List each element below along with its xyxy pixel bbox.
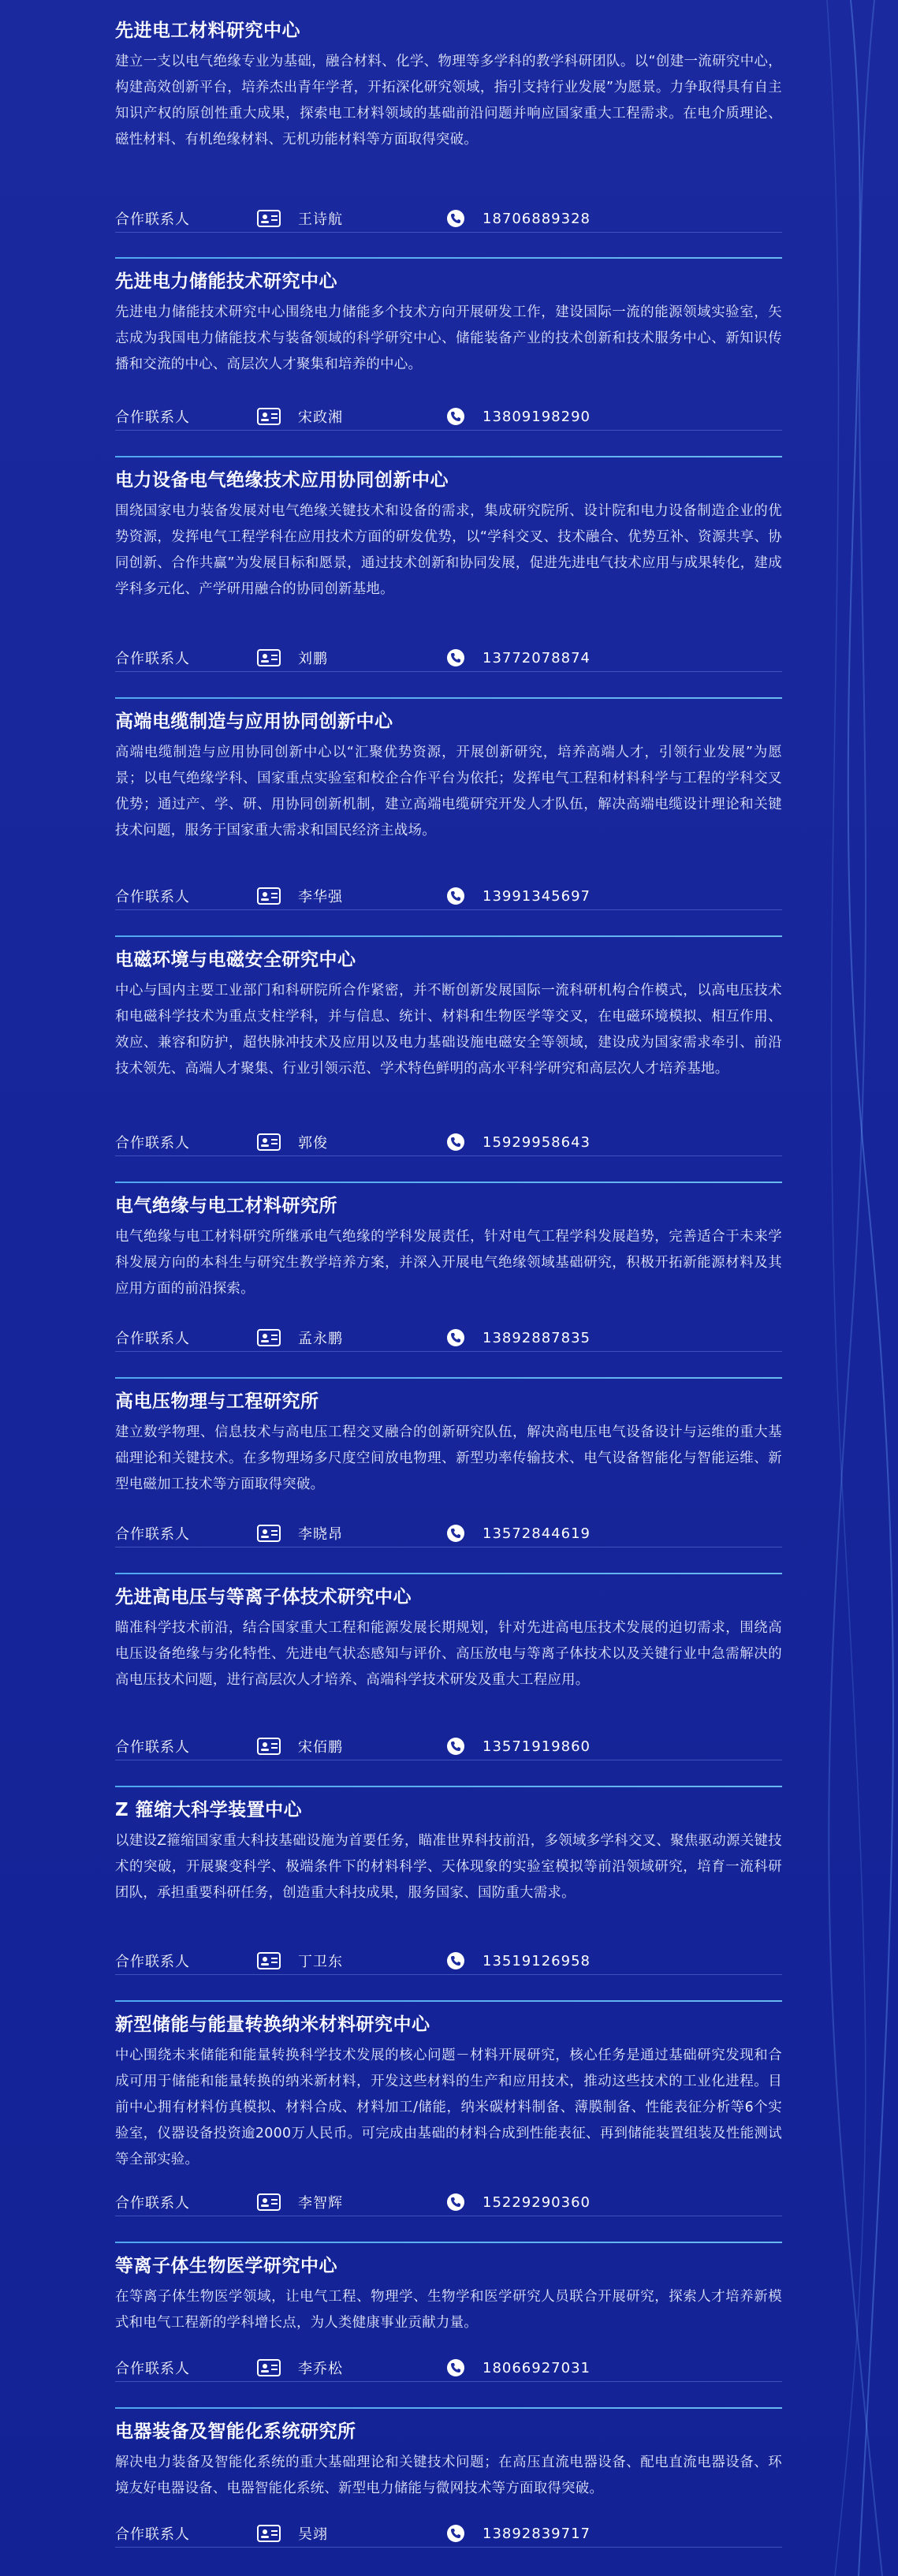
contact-row [115,1521,782,1546]
center-description: 高端电缆制造与应用协同创新中心以“汇聚优势资源，开展创新研究，培养高端人才，引领行业发展”为愿景；以电气绝缘学科、国家重点实验室和校企合作平台为依托；发挥电气工程和材料科学与工程的学科交叉优势；通过产、学、研、用协同创新机制，建立高端电缆研究开发人才队伍，解决高端电缆设计理论和关键技术问题，服务于国家重大需求和国民经济主战场。 [115,745,782,838]
contact-label: 合作联系人 [115,1135,190,1152]
center-title: 高电压物理与工程研究所 [115,1391,319,1412]
contact-name: 李华强 [298,889,343,905]
contact-phone: 15229290360 [483,2193,591,2211]
phone-icon [446,1133,465,1152]
contact-label: 合作联系人 [115,2195,190,2212]
section-rule [115,2242,782,2243]
contact-label: 合作联系人 [115,651,190,667]
id-card-icon [257,1951,281,1970]
contact-name: 宋佰鹏 [298,1739,343,1756]
contact-phone: 13571919860 [483,1738,591,1755]
phone-icon [446,648,465,667]
divider [115,1974,782,1975]
research-center-card [115,708,782,844]
research-center-card [115,2011,782,2173]
phone-icon [446,209,465,228]
id-card-icon [257,1133,281,1152]
contact-label: 合作联系人 [115,2526,190,2543]
contact-label: 合作联系人 [115,1739,190,1756]
center-description: 先进电力储能技术研究中心围绕电力储能多个技术方向开展研发工作，建设国际一流的能源领域实验室，矢志成为我国电力储能技术与装备领域的科学研究中心、储能装备产业的技术创新和技术服务中心、新知识传播和交流的中心、高层次人才聚集和培养的中心。 [115,304,782,372]
contact-name: 李乔松 [298,2361,343,2377]
center-description: 中心围绕未来储能和能量转换科学技术发展的核心问题－材料开展研究，核心任务是通过基础研究发现和合成可用于储能和能量转换的纳米新材料，开发这些材料的生产和应用技术，推动这些技术的工业化进程。目前中心拥有材料仿真模拟、材料合成、材料加工/储能，纳米碳材料制备、薄膜制备、性能表征分析等6个实验室，仪器设备投资逾2000万人民币。可完成由基础的材料合成到性能表征、再到储能装置组装及性能测试等全部实验。 [115,2048,782,2167]
phone-icon [446,887,465,905]
id-card-icon [257,2193,281,2212]
contact-phone: 13991345697 [483,887,591,905]
contact-phone: 18066927031 [483,2359,591,2376]
id-card-icon [257,887,281,905]
center-title: 高端电缆制造与应用协同创新中心 [115,711,393,732]
center-description: 建立一支以电气绝缘专业为基础，融合材料、化学、物理等多学科的教学科研团队。以“创建一流研究中心，构建高效创新平台，培养杰出青年学者，开拓深化研究领域，指引支持行业发展”为愿景。力争取得具有自主知识产权的原创性重大成果，探索电工材料领域的基础前沿问题并响应国家重大工程需求。在电介质理论、磁性材料、有机绝缘材料、无机功能材料等方面取得突破。 [115,54,782,147]
section-rule [115,456,782,457]
contact-name: 宋政湘 [298,409,343,426]
contact-row [115,1948,782,1973]
section-rule [115,935,782,937]
phone-icon [446,1951,465,1970]
id-card-icon [257,2524,281,2543]
center-title: 电力设备电气绝缘技术应用协同创新中心 [115,470,449,491]
contact-label: 合作联系人 [115,211,190,228]
phone-icon [446,1737,465,1756]
research-center-card [115,2253,782,2336]
section-rule [115,1573,782,1574]
center-title: Z 箍缩大科学装置中心 [115,1800,303,1820]
id-card-icon [257,1328,281,1347]
center-description: 瞄准科学技术前沿，结合国家重大工程和能源发展长期规划，针对先进高电压技术发展的迫切需求，围绕高电压设备绝缘与劣化特性、先进电气状态感知与评价、高压放电与等离子体技术以及关键行业中急需解决的高电压技术问题，进行高层次人才培养、高端科学技术研发及重大工程应用。 [115,1620,782,1688]
phone-icon [446,1524,465,1543]
contact-row [115,206,782,231]
contact-row [115,1734,782,1759]
research-center-card [115,268,782,378]
contact-row [115,883,782,909]
divider [115,909,782,910]
divider [115,2547,782,2548]
contact-phone: 13809198290 [483,408,591,425]
divider [115,2381,782,2382]
id-card-icon [257,2358,281,2377]
center-title: 电气绝缘与电工材料研究所 [115,1196,337,1216]
divider [115,430,782,431]
contact-name: 刘鹏 [298,651,328,667]
section-rule [115,2407,782,2409]
background-decoration [803,0,898,2576]
divider [115,1351,782,1352]
center-description: 在等离子体生物医学领域，让电气工程、物理学、生物学和医学研究人员联合开展研究，探索人才培养新模式和电气工程新的学科增长点，为人类健康事业贡献力量。 [115,2289,782,2331]
divider [115,1155,782,1156]
id-card-icon [257,407,281,426]
research-center-card [115,1388,782,1498]
section-rule [115,2000,782,2002]
research-center-card [115,17,782,153]
contact-label: 合作联系人 [115,1954,190,1970]
research-center-card [115,1584,782,1693]
section-rule [115,1786,782,1787]
contact-label: 合作联系人 [115,1331,190,1347]
divider [115,232,782,233]
phone-icon [446,2524,465,2543]
section-rule [115,1182,782,1183]
research-center-card [115,946,782,1082]
contact-phone: 15929958643 [483,1133,591,1151]
research-center-card [115,1193,782,1302]
contact-name: 吴翊 [298,2526,328,2543]
center-description: 电气绝缘与电工材料研究所继承电气绝缘的学科发展责任，针对电气工程学科发展趋势，完善适合于未来学科发展方向的本科生与研究生教学培养方案，并深入开展电气绝缘领域基础研究，积极开拓新能源材料及其应用方面的前沿探索。 [115,1229,782,1297]
contact-label: 合作联系人 [115,2361,190,2377]
section-rule [115,697,782,699]
center-title: 电磁环境与电磁安全研究中心 [115,950,356,970]
section-rule [115,257,782,259]
id-card-icon [257,648,281,667]
phone-icon [446,2193,465,2212]
phone-icon [446,1328,465,1347]
contact-row [115,2355,782,2380]
contact-label: 合作联系人 [115,889,190,905]
contact-phone: 18706889328 [483,210,591,227]
research-center-card [115,2418,782,2502]
center-description: 以建设Z箍缩国家重大科技基础设施为首要任务，瞄准世界科技前沿，多领域多学科交叉、聚焦驱动源关键技术的突破，开展聚变科学、极端条件下的材料科学、天体现象的实验室模拟等前沿领域研究，培育一流科研团队，承担重要科研任务，创造重大科技成果，服务国家、国防重大需求。 [115,1833,782,1901]
contact-row [115,1325,782,1350]
center-title: 电器装备及智能化系统研究所 [115,2421,356,2442]
center-title: 等离子体生物医学研究中心 [115,2256,337,2276]
contact-phone: 13772078874 [483,649,591,666]
phone-icon [446,407,465,426]
id-card-icon [257,1737,281,1756]
contact-row [115,645,782,670]
contact-phone: 13572844619 [483,1525,591,1542]
center-title: 先进电力储能技术研究中心 [115,271,337,292]
contact-name: 李晓昂 [298,1526,343,1543]
center-description: 建立数学物理、信息技术与高电压工程交叉融合的创新研究队伍，解决高电压电气设备设计与运维的重大基础理论和关键技术。在多物理场多尺度空间放电物理、新型功率传输技术、电气设备智能化与智能运维、新型电磁加工技术等方面取得突破。 [115,1424,782,1492]
divider [115,671,782,672]
section-rule [115,1377,782,1379]
center-title: 先进高电压与等离子体技术研究中心 [115,1587,412,1607]
id-card-icon [257,209,281,228]
contact-name: 孟永鹏 [298,1331,343,1347]
contact-phone: 13892887835 [483,1329,591,1346]
contact-phone: 13892839717 [483,2525,591,2542]
research-center-card [115,467,782,603]
contact-name: 李智辉 [298,2195,343,2212]
center-description: 解决电力装备及智能化系统的重大基础理论和关键技术问题；在高压直流电器设备、配电直流电器设备、环境友好电器设备、电器智能化系统、新型电力储能与微网技术等方面取得突破。 [115,2455,782,2496]
id-card-icon [257,1524,281,1543]
contact-name: 郭俊 [298,1135,328,1152]
contact-label: 合作联系人 [115,409,190,426]
center-description: 中心与国内主要工业部门和科研院所合作紧密，并不断创新发展国际一流科研机构合作模式，以高电压技术和电磁科学技术为重点支柱学科，并与信息、统计、材料和生物医学等交叉，在电磁环境模拟、相互作用、效应、兼容和防护，超快脉冲技术及应用以及电力基础设施电磁安全等领域，建设成为国家需求牵引、前沿技术领先、高端人才聚集、行业引领示范、学术特色鲜明的高水平科学研究和高层次人才培养基地。 [115,983,782,1077]
center-description: 围绕国家电力装备发展对电气绝缘关键技术和设备的需求，集成研究院所、设计院和电力设备制造企业的优势资源，发挥电气工程学科在应用技术方面的研发优势，以“学科交叉、技术融合、优势互补、资源共享、协同创新、合作共赢”为发展目标和愿景，通过技术创新和协同发展，促进先进电气技术应用与成果转化，建成学科多元化、产学研用融合的协同创新基地。 [115,503,782,597]
contact-row [115,1129,782,1155]
research-center-card [115,1797,782,1906]
contact-row [115,404,782,429]
contact-name: 丁卫东 [298,1954,343,1970]
center-title: 新型储能与能量转换纳米材料研究中心 [115,2014,430,2035]
contact-row [115,2190,782,2215]
contact-label: 合作联系人 [115,1526,190,1543]
contact-name: 王诗航 [298,211,343,228]
phone-icon [446,2358,465,2377]
contact-row [115,2521,782,2546]
contact-phone: 13519126958 [483,1952,591,1969]
center-title: 先进电工材料研究中心 [115,21,300,41]
